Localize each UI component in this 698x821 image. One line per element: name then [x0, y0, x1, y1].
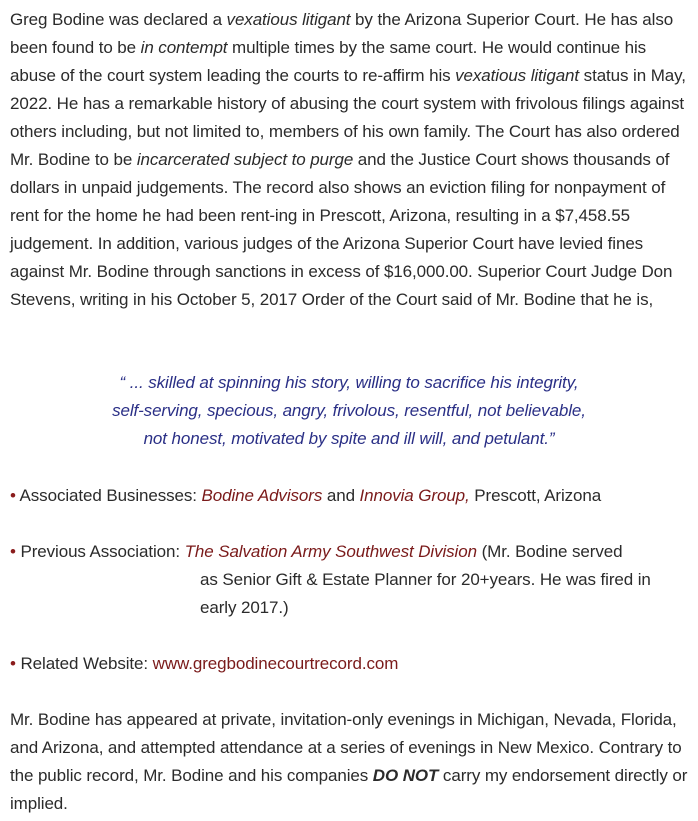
previous-tail-1: (Mr. Bodine served	[476, 542, 623, 561]
intro-emphasis-3: vexatious litigant	[455, 66, 580, 85]
previous-label: Previous Association:	[15, 542, 185, 561]
previous-tail-2: as Senior Gift & Estate Planner for 20+years. He was fired in	[200, 570, 651, 589]
bullet-dot: •	[10, 486, 16, 505]
quote-line-3: not honest, motivated by spite and ill will, and petulant.”	[143, 429, 555, 448]
salvation-army-link[interactable]: The Salvation Army Southwest Division	[184, 542, 477, 561]
businesses-label: Associated Businesses:	[15, 486, 202, 505]
bullet-associated-businesses	[10, 482, 690, 510]
intro-text-3: multiple times by the same court. He would continue his abuse of the court system leading the courts to re-affirm his	[10, 38, 647, 85]
judge-quote	[0, 369, 698, 453]
website-label: Related Website:	[15, 654, 153, 673]
bullet-related-website	[10, 650, 690, 678]
bullet-dot: •	[10, 654, 16, 673]
businesses-and: and	[322, 486, 360, 505]
intro-text-5: and the Justice Court shows thousands of dollars in unpaid judgements. The record also shows an eviction filing for nonpayment of rent for the home he had been rent-ing in Prescott, Arizona, resulting in a $7,458.55 judgement. In addition, various judges of the Arizona Superior Court have levied fines against Mr. Bodine through sanctions in excess of $16,000.00. Superior Court Judge Don Stevens, writing in his October 5, 2017 Order of the Court said of Mr. Bodine that he is,	[10, 150, 673, 309]
intro-text-1: Greg Bodine was declared a	[10, 10, 227, 29]
closing-text-2: carry my endorsement directly or implied.	[10, 766, 688, 813]
closing-text-1: Mr. Bodine has appeared at private, invitation-only evenings in Michigan, Nevada, Florida, and Arizona, and attempted attendance at a series of evenings in New Mexico. Contrary to the public record, Mr. Bodine and his companies	[10, 710, 682, 785]
intro-emphasis-4: incarcerated subject to purge	[136, 150, 354, 169]
intro-text-4: status in May, 2022. He has a remarkable history of abusing the court system with frivolous filings against others including, but not limited to, members of his own family. The Court has also ordered Mr. Bodine to be	[10, 66, 686, 169]
bodine-advisors-link[interactable]: Bodine Advisors	[201, 486, 323, 505]
closing-paragraph	[10, 706, 690, 818]
quote-line-1: “ ... skilled at spinning his story, willing to sacrifice his integrity,	[119, 373, 579, 392]
do-not-emphasis: DO NOT	[372, 766, 439, 785]
court-record-website-link[interactable]: www.gregbodinecourtrecord.com	[152, 654, 399, 673]
previous-tail-3: early 2017.)	[200, 598, 289, 617]
quote-line-2: self-serving, specious, angry, frivolous, resentful, not believable,	[112, 401, 586, 420]
businesses-location: Prescott, Arizona	[469, 486, 602, 505]
intro-paragraph	[10, 6, 690, 314]
bullet-dot: •	[10, 542, 16, 561]
intro-text-2: by the Arizona Superior Court. He has also been found to be	[10, 10, 674, 57]
intro-emphasis-1: vexatious litigant	[226, 10, 351, 29]
bullet-previous-association	[10, 538, 690, 622]
intro-emphasis-2: in contempt	[140, 38, 228, 57]
innovia-group-link[interactable]: Innovia Group,	[359, 486, 470, 505]
